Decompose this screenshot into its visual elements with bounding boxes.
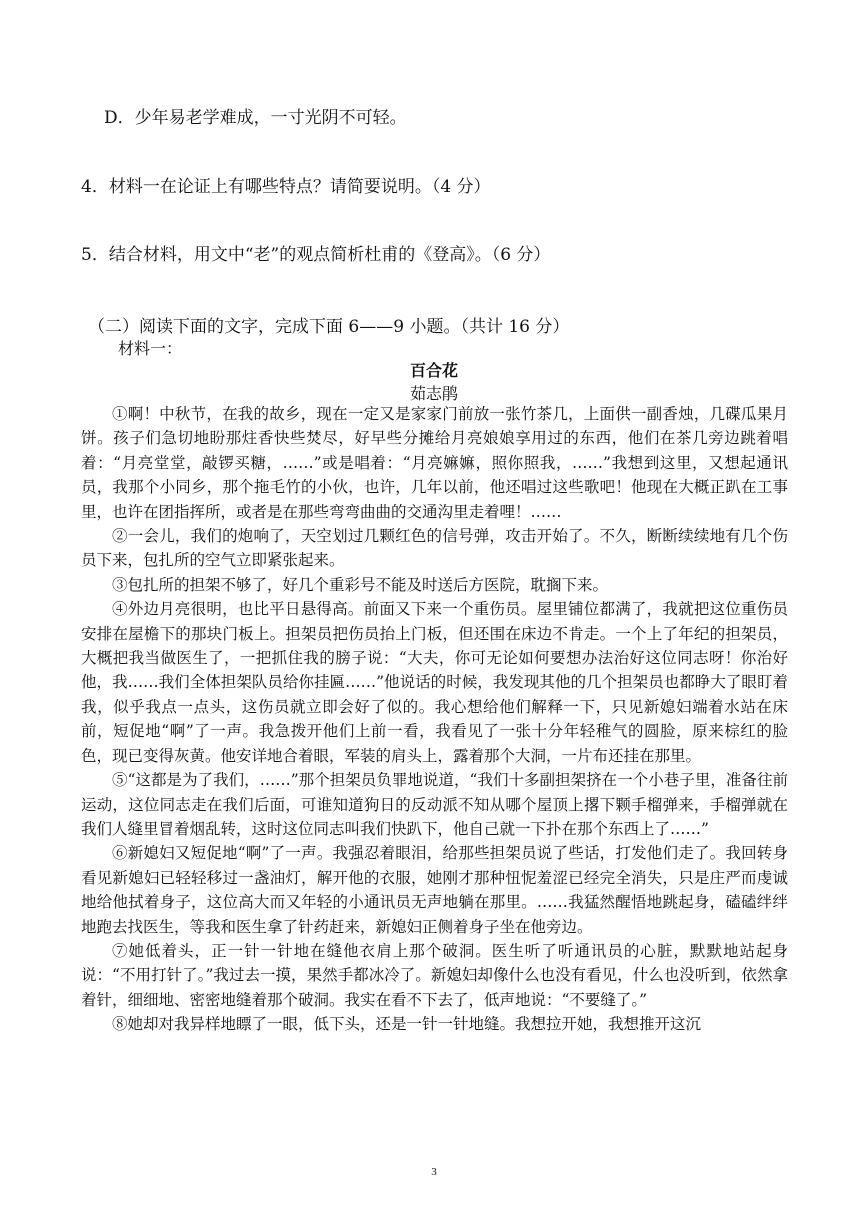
- story-paragraph-4: ④外边月亮很明，也比平日悬得高。前面又下来一个重伤员。屋里铺位都满了，我就把这位重伤员安排在屋檐下的那块门板上。担架员把伤员抬上门板，但还围在床边不肯走。一个上了年纪的担架员，大概把我当做医生了，一把抓住我的膀子说：“大夫，你可无论如何要想办法治好这位同志呀！你治好他，我……我们全体担架队员给你挂匾……”他说话的时候，我发现其他的几个担架员也都睁大了眼盯着我，似乎我点一点头，这伤员就立即会好了似的。我心想给他们解释一下，只见新媳妇端着水站在床前，短促地“啊”了一声。我急拨开他们上前一看，我看见了一张十分年轻稚气的圆脸，原来棕红的脸色，现已变得灰黄。他安详地合着眼，军装的肩头上，露着那个大洞，一片布还挂在那里。: [81, 600, 788, 765]
- story-paragraph-6: ⑥新媳妇又短促地“啊”了一声。我强忍着眼泪，给那些担架员说了些话，打发他们走了。我回转身看见新媳妇已轻轻移过一盏油灯，解开他的衣服，她刚才那种忸怩羞涩已经完全消失，只是庄严而虔诚地给他拭着身子，这位高大而又年轻的小通讯员无声地躺在那里。……我猛然醒悟地跳起身，磕磕绊绊地跑去找医生，等我和医生拿了针药赶来，新媳妇正侧着身子坐在他旁边。: [81, 844, 788, 936]
- story-author: 茹志鹃: [409, 384, 458, 403]
- story-paragraph-8: ⑧她却对我异样地瞟了一眼，低下头，还是一针一针地缝。我想拉开她，我想推开这沉: [112, 1015, 702, 1034]
- page-number: 3: [431, 1166, 437, 1178]
- story-paragraph-5: ⑤“这都是为了我们，……”那个担架员负罪地说道，“我们十多副担架挤在一个小巷子里，准备往前运动，这位同志走在我们后面，可谁知道狗日的反动派不知从哪个屋顶上撂下颗手榴弹来，手榴弹就在我们人缝里冒着烟乱转，这时这位同志叫我们快趴下，他自己就一下扑在那个东西上了……”: [81, 771, 788, 838]
- story-title: 百合花: [409, 361, 458, 380]
- story-paragraph-1: ①啊！中秋节，在我的故乡，现在一定又是家家门前放一张竹茶几，上面供一副香烛，几碟瓜果月饼。孩子们急切地盼那炷香快些焚尽，好早些分摊给月亮娘娘享用过的东西，他们在茶几旁边跳着唱着：“月亮堂堂，敲锣买糖，……”或是唱着：“月亮嫲嫲，照你照我，……”我想到这里，又想起通讯员，我那个小同乡，那个拖毛竹的小伙，也许，几年以前，他还唱过这些歌吧！他现在大概正趴在工事里，也许在团指挥所，或者是在那些弯弯曲曲的交通沟里走着哩！……: [81, 405, 788, 521]
- material-label: 材料一：: [118, 339, 183, 358]
- question-5: 5．结合材料，用文中“老”的观点简析杜甫的《登高》。（6 分）: [81, 245, 551, 265]
- question-4: 4．材料一在论证上有哪些特点？请简要说明。（4 分）: [81, 177, 491, 197]
- story-paragraph-2: ②一会儿，我们的炮响了，天空划过几颗红色的信号弹，攻击开始了。不久，断断续续地有几个伤员下来，包扎所的空气立即紧张起来。: [81, 527, 788, 570]
- story-body: [81, 402, 788, 1037]
- story-paragraph-7: ⑦她低着头，正一针一针地在缝他衣肩上那个破洞。医生听了听通讯员的心脏，默默地站起身说：“不用打针了。”我过去一摸，果然手都冰冷了。新媳妇却像什么也没有看见，什么也没听到，依然拿着针，细细地、密密地缝着那个破洞。我实在看不下去了，低声地说：“不要缝了。”: [81, 941, 788, 1009]
- section-heading: （二）阅读下面的文字，完成下面 6——9 小题。（共计 16 分）: [88, 317, 570, 337]
- option-d: D．少年易老学难成，一寸光阴不可轻。: [104, 108, 407, 128]
- story-paragraph-3: ③包扎所的担架不够了，好几个重彩号不能及时送后方医院，耽搁下来。: [112, 575, 609, 594]
